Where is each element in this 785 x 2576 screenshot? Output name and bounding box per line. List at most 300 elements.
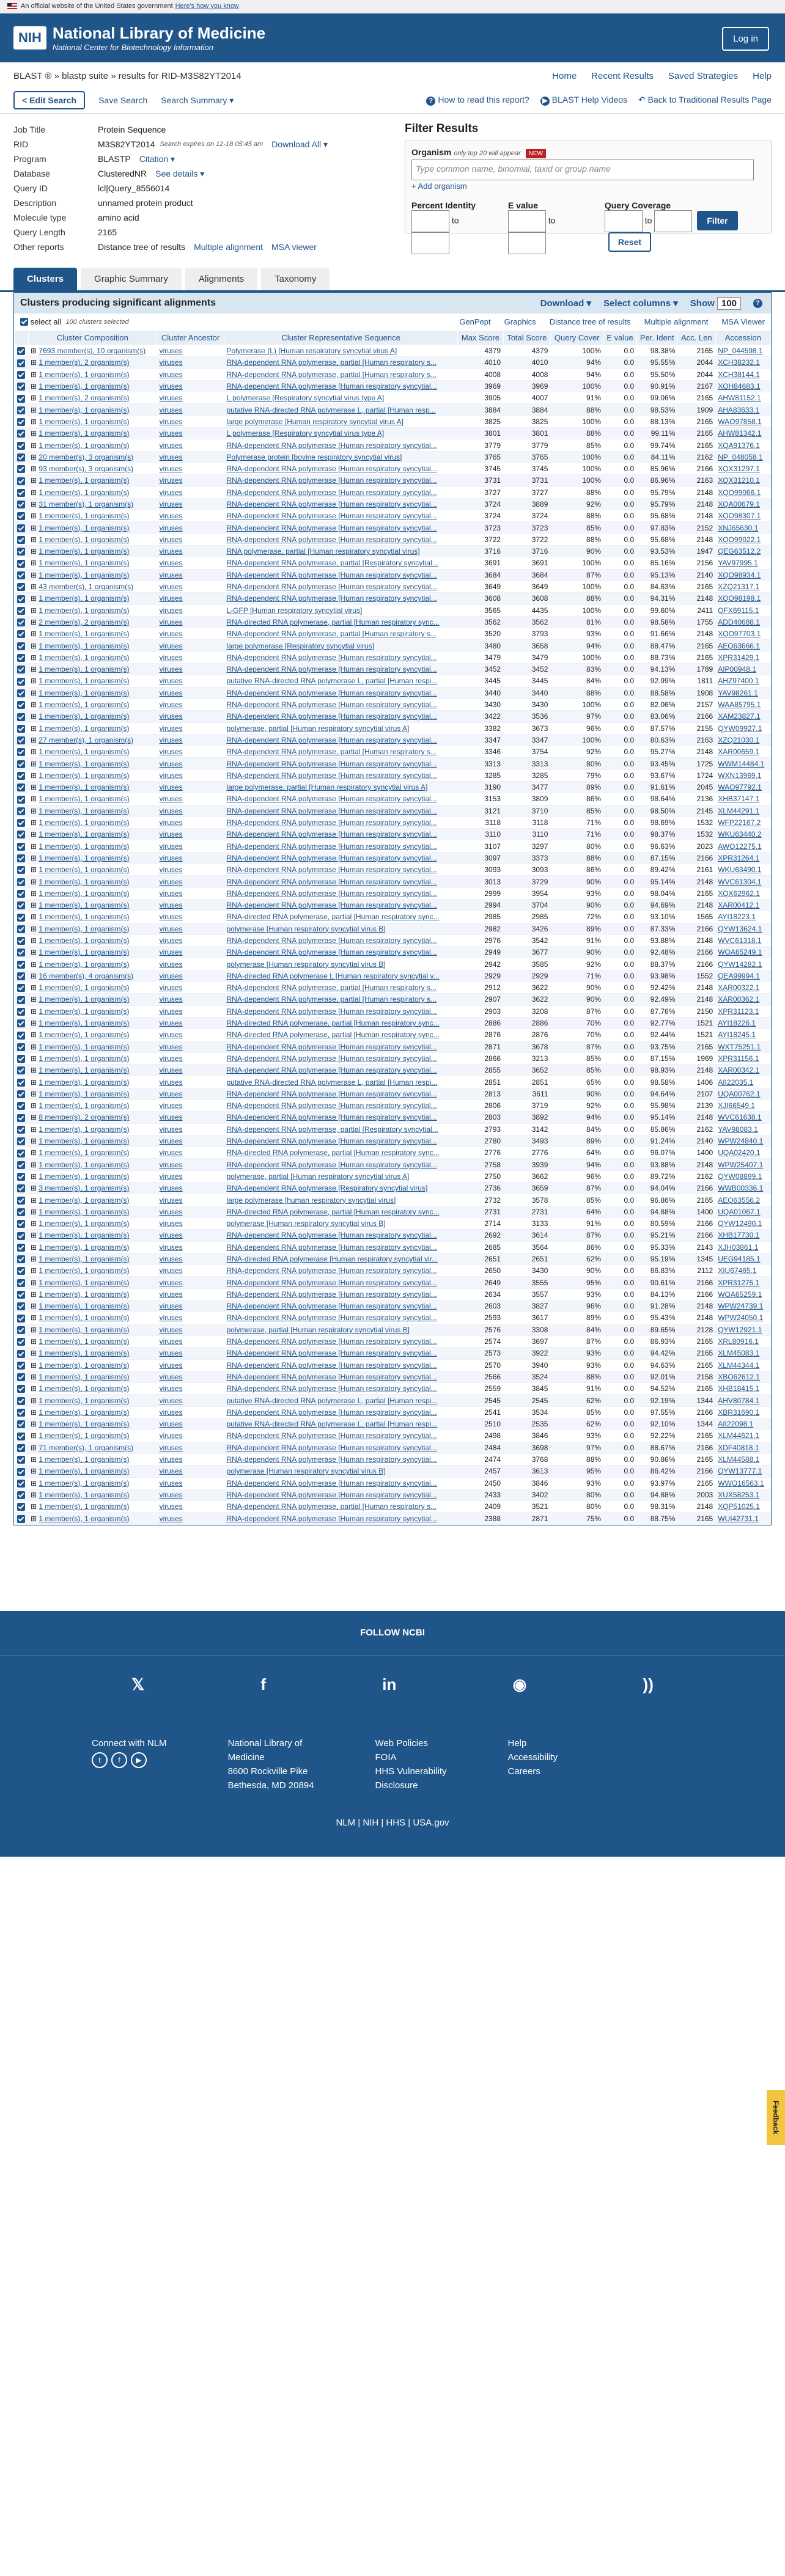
accession-link[interactable]: QYW13777.1 bbox=[718, 1467, 762, 1476]
sequence-link[interactable]: RNA-dependent RNA polymerase [Human respiratory syncytial... bbox=[226, 818, 437, 827]
ancestor-link[interactable]: viruses bbox=[159, 500, 183, 508]
sequence-link[interactable]: RNA-dependent RNA polymerase [Human respiratory syncytial... bbox=[226, 1478, 437, 1488]
sequence-link[interactable]: RNA-dependent RNA polymerase, partial [Respiratory syncytial... bbox=[226, 559, 438, 568]
cluster-members-link[interactable]: 1 member(s), 1 organism(s) bbox=[39, 1207, 130, 1216]
nav-link-help[interactable]: Help bbox=[753, 71, 772, 81]
row-checkbox[interactable] bbox=[17, 878, 25, 886]
expand-icon[interactable]: ⊞ bbox=[31, 1054, 39, 1063]
ancestor-link[interactable]: viruses bbox=[159, 606, 183, 615]
accession-link[interactable]: AYI18245.1 bbox=[718, 1030, 756, 1040]
ancestor-link[interactable]: viruses bbox=[159, 948, 183, 957]
cluster-members-link[interactable]: 31 member(s), 1 organism(s) bbox=[39, 500, 134, 508]
ancestor-link[interactable]: viruses bbox=[159, 1042, 183, 1051]
accession-link[interactable]: NP_044598.1 bbox=[718, 347, 763, 356]
cluster-members-link[interactable]: 1 member(s), 1 organism(s) bbox=[39, 877, 130, 886]
nav-link-saved-strategies[interactable]: Saved Strategies bbox=[668, 71, 739, 81]
row-checkbox[interactable] bbox=[17, 1197, 25, 1205]
accession-link[interactable]: XLM44588.1 bbox=[718, 1455, 760, 1464]
sequence-link[interactable]: RNA-dependent RNA polymerase [Human respiratory syncytial... bbox=[226, 700, 437, 710]
ancestor-link[interactable]: viruses bbox=[159, 936, 183, 945]
accession-link[interactable]: NP_048058.1 bbox=[718, 452, 763, 461]
sequence-link[interactable]: polymerase, partial [Human respiratory syncytial virus B] bbox=[226, 1325, 410, 1334]
cluster-members-link[interactable]: 1 member(s), 1 organism(s) bbox=[39, 924, 130, 933]
expand-icon[interactable]: ⊞ bbox=[31, 512, 39, 521]
organism-input[interactable]: Type common name, binomial, taxid or group name bbox=[411, 160, 754, 180]
ancestor-link[interactable]: viruses bbox=[159, 1195, 183, 1205]
accession-link[interactable]: WAA85795.1 bbox=[718, 700, 761, 710]
sequence-link[interactable]: RNA-dependent RNA polymerase [Human respiratory syncytial... bbox=[226, 512, 437, 521]
row-checkbox[interactable] bbox=[17, 1173, 25, 1181]
expand-icon[interactable]: ⊞ bbox=[31, 1231, 39, 1240]
ancestor-link[interactable]: viruses bbox=[159, 1384, 183, 1393]
cluster-members-link[interactable]: 1 member(s), 1 organism(s) bbox=[39, 1490, 130, 1499]
expand-icon[interactable]: ⊞ bbox=[31, 818, 39, 827]
row-checkbox[interactable] bbox=[17, 1397, 25, 1405]
row-checkbox[interactable] bbox=[17, 418, 25, 426]
expand-icon[interactable]: ⊞ bbox=[31, 488, 39, 497]
row-checkbox[interactable] bbox=[17, 1515, 25, 1523]
sequence-link[interactable]: RNA-dependent RNA polymerase [Respiratory syncytial virus] bbox=[226, 1184, 428, 1193]
cluster-members-link[interactable]: 1 member(s), 1 organism(s) bbox=[39, 547, 130, 556]
sequence-link[interactable]: large polymerase [Respiratory syncytial virus] bbox=[226, 641, 374, 650]
ancestor-link[interactable]: viruses bbox=[159, 1231, 183, 1240]
sequence-link[interactable]: polymerase, partial [Human respiratory syncytial virus A] bbox=[226, 724, 410, 733]
row-checkbox[interactable] bbox=[17, 807, 25, 815]
expand-icon[interactable]: ⊞ bbox=[31, 535, 39, 544]
accession-link[interactable]: WWB00336.1 bbox=[718, 1184, 764, 1193]
twitter-icon[interactable]: t bbox=[92, 1752, 108, 1768]
row-checkbox[interactable] bbox=[17, 453, 25, 461]
sequence-link[interactable]: RNA polymerase, partial [Human respiratory syncytial virus] bbox=[226, 547, 420, 556]
row-checkbox[interactable] bbox=[17, 1279, 25, 1287]
cluster-members-link[interactable]: 1 member(s), 1 organism(s) bbox=[39, 865, 130, 875]
nav-link-home[interactable]: Home bbox=[552, 71, 577, 81]
expand-icon[interactable]: ⊞ bbox=[31, 653, 39, 662]
job-extra-link[interactable]: See details ▾ bbox=[155, 168, 205, 178]
row-checkbox[interactable] bbox=[17, 1137, 25, 1145]
ancestor-link[interactable]: viruses bbox=[159, 1184, 183, 1193]
sequence-link[interactable]: RNA-dependent RNA polymerase [Human respiratory syncytial... bbox=[226, 1349, 437, 1358]
cluster-members-link[interactable]: 27 member(s), 1 organism(s) bbox=[39, 735, 134, 744]
ancestor-link[interactable]: viruses bbox=[159, 1302, 183, 1311]
accession-link[interactable]: XLM44621.1 bbox=[718, 1431, 760, 1440]
sequence-link[interactable]: L-GFP [Human respiratory syncytial virus] bbox=[226, 606, 363, 615]
accession-link[interactable]: XHB17730.1 bbox=[718, 1231, 760, 1240]
row-checkbox[interactable] bbox=[17, 571, 25, 579]
accession-link[interactable]: XQO97703.1 bbox=[718, 629, 761, 639]
expand-icon[interactable]: ⊞ bbox=[31, 1396, 39, 1405]
accession-link[interactable]: QYW09927.1 bbox=[718, 724, 762, 733]
ancestor-link[interactable]: viruses bbox=[159, 735, 183, 744]
row-checkbox[interactable] bbox=[17, 843, 25, 851]
cluster-members-link[interactable]: 1 member(s), 1 organism(s) bbox=[39, 1242, 130, 1252]
cluster-members-link[interactable]: 1 member(s), 1 organism(s) bbox=[39, 1089, 130, 1098]
sequence-link[interactable]: polymerase, partial [Human respiratory syncytial virus A] bbox=[226, 1172, 410, 1181]
cluster-members-link[interactable]: 1 member(s), 1 organism(s) bbox=[39, 936, 130, 945]
ancestor-link[interactable]: viruses bbox=[159, 1396, 183, 1405]
expand-icon[interactable]: ⊞ bbox=[31, 724, 39, 733]
cluster-members-link[interactable]: 71 member(s), 1 organism(s) bbox=[39, 1443, 134, 1452]
sequence-link[interactable]: RNA-dependent RNA polymerase [Human respiratory syncytial... bbox=[226, 1160, 437, 1169]
sequence-link[interactable]: RNA-dependent RNA polymerase, partial [Human respiratory s... bbox=[226, 370, 437, 379]
accession-link[interactable]: XAR00342.1 bbox=[718, 1066, 760, 1075]
row-checkbox[interactable] bbox=[17, 1373, 25, 1381]
cluster-members-link[interactable]: 1 member(s), 1 organism(s) bbox=[39, 1502, 130, 1511]
column-header[interactable]: Acc. Len bbox=[677, 331, 715, 345]
expand-icon[interactable]: ⊞ bbox=[31, 735, 39, 744]
expand-icon[interactable]: ⊞ bbox=[31, 983, 39, 993]
ancestor-link[interactable]: viruses bbox=[159, 1407, 183, 1417]
ancestor-link[interactable]: viruses bbox=[159, 889, 183, 898]
job-extra-link[interactable]: Multiple alignment bbox=[194, 242, 264, 252]
accession-link[interactable]: XPR31264.1 bbox=[718, 853, 760, 862]
row-checkbox[interactable] bbox=[17, 984, 25, 992]
accession-link[interactable]: QYW12490.1 bbox=[718, 1219, 762, 1228]
row-checkbox[interactable] bbox=[17, 831, 25, 838]
cluster-members-link[interactable]: 7693 member(s), 10 organism(s) bbox=[39, 347, 146, 356]
expand-icon[interactable]: ⊞ bbox=[31, 759, 39, 768]
expand-icon[interactable]: ⊞ bbox=[31, 865, 39, 875]
sequence-link[interactable]: RNA-dependent RNA polymerase [Human respiratory syncytial... bbox=[226, 1360, 437, 1370]
row-checkbox[interactable] bbox=[17, 1350, 25, 1358]
row-checkbox[interactable] bbox=[17, 477, 25, 485]
ancestor-link[interactable]: viruses bbox=[159, 924, 183, 933]
expand-icon[interactable]: ⊞ bbox=[31, 924, 39, 933]
accession-link[interactable]: QYW12921.1 bbox=[718, 1325, 762, 1334]
accession-link[interactable]: UEG94185.1 bbox=[718, 1255, 761, 1263]
sequence-link[interactable]: RNA-dependent RNA polymerase [Human respiratory syncytial... bbox=[226, 1278, 437, 1287]
row-checkbox[interactable] bbox=[17, 1338, 25, 1346]
cluster-members-link[interactable]: 1 member(s), 1 organism(s) bbox=[39, 889, 130, 898]
cluster-members-link[interactable]: 3 member(s), 1 organism(s) bbox=[39, 1184, 130, 1193]
sequence-link[interactable]: RNA-dependent RNA polymerase [Human respiratory syncytial... bbox=[226, 1266, 437, 1275]
expand-icon[interactable]: ⊞ bbox=[31, 1431, 39, 1440]
how-you-know-link[interactable]: Here's how you know bbox=[175, 2, 239, 10]
accession-link[interactable]: AII22098.1 bbox=[718, 1420, 754, 1429]
accession-link[interactable]: XOH84683.1 bbox=[718, 382, 761, 391]
cluster-members-link[interactable]: 43 member(s), 1 organism(s) bbox=[39, 582, 134, 592]
expand-icon[interactable]: ⊞ bbox=[31, 1302, 39, 1311]
cluster-members-link[interactable]: 1 member(s), 1 organism(s) bbox=[39, 1407, 130, 1417]
footer-link[interactable]: Web Policies bbox=[375, 1738, 428, 1749]
sequence-link[interactable]: RNA-dependent RNA polymerase [Human respiratory syncytial... bbox=[226, 1372, 437, 1381]
cluster-members-link[interactable]: 1 member(s), 1 organism(s) bbox=[39, 665, 130, 674]
accession-link[interactable]: WUI42731.1 bbox=[718, 1514, 759, 1523]
cluster-members-link[interactable]: 1 member(s), 1 organism(s) bbox=[39, 995, 130, 1004]
ancestor-link[interactable]: viruses bbox=[159, 1125, 183, 1134]
ancestor-link[interactable]: viruses bbox=[159, 1255, 183, 1263]
accession-link[interactable]: XRL80916.1 bbox=[718, 1337, 759, 1346]
accession-link[interactable]: XQP51025.1 bbox=[718, 1502, 760, 1511]
github-icon[interactable]: ◉ bbox=[512, 1675, 527, 1693]
accession-link[interactable]: UQA01067.1 bbox=[718, 1207, 761, 1216]
footer-link[interactable]: HHS Vulnerability bbox=[375, 1766, 447, 1777]
expand-icon[interactable]: ⊞ bbox=[31, 1195, 39, 1205]
cluster-members-link[interactable]: 1 member(s), 1 organism(s) bbox=[39, 441, 130, 450]
ancestor-link[interactable]: viruses bbox=[159, 1514, 183, 1523]
sequence-link[interactable]: large polymerase, partial [Human respiratory syncytial virus A] bbox=[226, 783, 428, 792]
cluster-members-link[interactable]: 1 member(s), 1 organism(s) bbox=[39, 830, 130, 839]
accession-link[interactable]: WKU63440.2 bbox=[718, 830, 762, 839]
expand-icon[interactable]: ⊞ bbox=[31, 1467, 39, 1476]
ancestor-link[interactable]: viruses bbox=[159, 747, 183, 757]
row-checkbox[interactable] bbox=[17, 595, 25, 603]
sequence-link[interactable]: RNA-directed RNA polymerase, partial [Human respiratory sync... bbox=[226, 912, 440, 922]
accession-link[interactable]: XZQ21030.1 bbox=[718, 735, 760, 744]
ancestor-link[interactable]: viruses bbox=[159, 677, 183, 686]
ancestor-link[interactable]: viruses bbox=[159, 830, 183, 839]
cluster-members-link[interactable]: 1 member(s), 1 organism(s) bbox=[39, 512, 130, 521]
sequence-link[interactable]: RNA-dependent RNA polymerase [Human respiratory syncytial... bbox=[226, 794, 437, 804]
expand-icon[interactable]: ⊞ bbox=[31, 394, 39, 403]
sequence-link[interactable]: RNA-dependent RNA polymerase, partial [Human respiratory s... bbox=[226, 629, 437, 639]
cluster-members-link[interactable]: 1 member(s), 1 organism(s) bbox=[39, 641, 130, 650]
expand-icon[interactable]: ⊞ bbox=[31, 995, 39, 1004]
ancestor-link[interactable]: viruses bbox=[159, 641, 183, 650]
row-checkbox[interactable] bbox=[17, 1480, 25, 1488]
row-checkbox[interactable] bbox=[17, 914, 25, 922]
accession-link[interactable]: XPR31156.1 bbox=[718, 1054, 759, 1063]
expand-icon[interactable]: ⊞ bbox=[31, 877, 39, 886]
expand-icon[interactable]: ⊞ bbox=[31, 1372, 39, 1381]
ancestor-link[interactable]: viruses bbox=[159, 1290, 183, 1299]
sequence-link[interactable]: RNA-dependent RNA polymerase [Human respiratory syncytial... bbox=[226, 582, 437, 592]
tab-graphic-summary[interactable]: Graphic Summary bbox=[81, 268, 182, 290]
accession-link[interactable]: XAM23827.1 bbox=[718, 712, 761, 721]
download-dropdown[interactable]: Download ▾ bbox=[540, 298, 592, 309]
feedback-button[interactable]: Feedback bbox=[767, 2090, 785, 2145]
sequence-link[interactable]: L polymerase [Respiratory syncytial virus type A] bbox=[226, 429, 385, 438]
sequence-link[interactable]: polymerase [Human respiratory syncytial virus B] bbox=[226, 1219, 386, 1228]
ancestor-link[interactable]: viruses bbox=[159, 1443, 183, 1452]
row-checkbox[interactable] bbox=[17, 1420, 25, 1428]
expand-icon[interactable]: ⊞ bbox=[31, 1455, 39, 1464]
sequence-link[interactable]: putative RNA-directed RNA polymerase L, partial [Human respi... bbox=[226, 1077, 438, 1087]
ancestor-link[interactable]: viruses bbox=[159, 1431, 183, 1440]
row-checkbox[interactable] bbox=[17, 854, 25, 862]
expand-icon[interactable]: ⊞ bbox=[31, 417, 39, 426]
cluster-members-link[interactable]: 1 member(s), 1 organism(s) bbox=[39, 1290, 130, 1299]
cluster-members-link[interactable]: 1 member(s), 1 organism(s) bbox=[39, 1255, 130, 1263]
row-checkbox[interactable] bbox=[17, 1161, 25, 1169]
row-checkbox[interactable] bbox=[17, 607, 25, 615]
ancestor-link[interactable]: viruses bbox=[159, 370, 183, 379]
row-checkbox[interactable] bbox=[17, 689, 25, 697]
row-checkbox[interactable] bbox=[17, 1008, 25, 1016]
ancestor-link[interactable]: viruses bbox=[159, 488, 183, 497]
select-all-checkbox[interactable] bbox=[20, 318, 28, 326]
accession-link[interactable]: QEA99994.1 bbox=[718, 971, 760, 980]
cluster-members-link[interactable]: 1 member(s), 1 organism(s) bbox=[39, 747, 130, 757]
expand-icon[interactable]: ⊞ bbox=[31, 665, 39, 674]
cluster-members-link[interactable]: 1 member(s), 1 organism(s) bbox=[39, 429, 130, 438]
ancestor-link[interactable]: viruses bbox=[159, 1066, 183, 1075]
accession-link[interactable]: XQO99066.1 bbox=[718, 488, 761, 497]
expand-icon[interactable]: ⊞ bbox=[31, 971, 39, 980]
cluster-members-link[interactable]: 1 member(s), 1 organism(s) bbox=[39, 1325, 130, 1334]
sequence-link[interactable]: RNA-dependent RNA polymerase [Human respiratory syncytial... bbox=[226, 1443, 437, 1452]
ancestor-link[interactable]: viruses bbox=[159, 912, 183, 922]
ancestor-link[interactable]: viruses bbox=[159, 1266, 183, 1275]
row-checkbox[interactable] bbox=[17, 1409, 25, 1417]
row-checkbox[interactable] bbox=[17, 406, 25, 414]
sequence-link[interactable]: L polymerase [Respiratory syncytial virus type A] bbox=[226, 394, 385, 403]
expand-icon[interactable]: ⊞ bbox=[31, 1420, 39, 1429]
cluster-members-link[interactable]: 1 member(s), 1 organism(s) bbox=[39, 712, 130, 721]
row-checkbox[interactable] bbox=[17, 1362, 25, 1370]
ancestor-link[interactable]: viruses bbox=[159, 653, 183, 662]
expand-icon[interactable]: ⊞ bbox=[31, 936, 39, 945]
sequence-link[interactable]: putative RNA-directed RNA polymerase L, partial [Human respi... bbox=[226, 1420, 438, 1429]
cluster-members-link[interactable]: 1 member(s), 1 organism(s) bbox=[39, 1384, 130, 1393]
row-checkbox[interactable] bbox=[17, 1232, 25, 1240]
cluster-members-link[interactable]: 1 member(s), 1 organism(s) bbox=[39, 948, 130, 957]
pi-max-input[interactable] bbox=[411, 232, 449, 254]
sequence-link[interactable]: RNA-dependent RNA polymerase [Human respiratory syncytial... bbox=[226, 688, 437, 697]
sequence-link[interactable]: polymerase [Human respiratory syncytial virus B] bbox=[226, 1467, 386, 1476]
row-checkbox[interactable] bbox=[17, 1267, 25, 1275]
expand-icon[interactable]: ⊞ bbox=[31, 382, 39, 391]
row-checkbox[interactable] bbox=[17, 736, 25, 744]
ancestor-link[interactable]: viruses bbox=[159, 971, 183, 980]
accession-link[interactable]: XPR31429.1 bbox=[718, 653, 760, 662]
accession-link[interactable]: WAO97858.1 bbox=[718, 417, 762, 426]
row-checkbox[interactable] bbox=[17, 489, 25, 497]
accession-link[interactable]: XBR31690.1 bbox=[718, 1407, 760, 1417]
ancestor-link[interactable]: viruses bbox=[159, 452, 183, 461]
sequence-link[interactable]: RNA-dependent RNA polymerase [Human respiratory syncytial... bbox=[226, 476, 437, 485]
cluster-members-link[interactable]: 1 member(s), 1 organism(s) bbox=[39, 1266, 130, 1275]
results-link[interactable]: MSA Viewer bbox=[721, 317, 765, 326]
twitter-icon[interactable]: 𝕏 bbox=[131, 1675, 145, 1693]
row-checkbox[interactable] bbox=[17, 1043, 25, 1051]
expand-icon[interactable]: ⊞ bbox=[31, 712, 39, 721]
ancestor-link[interactable]: viruses bbox=[159, 1467, 183, 1476]
cluster-members-link[interactable]: 1 member(s), 1 organism(s) bbox=[39, 653, 130, 662]
sequence-link[interactable]: RNA-dependent RNA polymerase [Human respiratory syncytial... bbox=[226, 1313, 437, 1323]
row-checkbox[interactable] bbox=[17, 819, 25, 827]
expand-icon[interactable]: ⊞ bbox=[31, 1337, 39, 1346]
tab-alignments[interactable]: Alignments bbox=[185, 268, 257, 290]
expand-icon[interactable]: ⊞ bbox=[31, 771, 39, 780]
row-checkbox[interactable] bbox=[17, 430, 25, 438]
accession-link[interactable]: XAR00659.1 bbox=[718, 747, 760, 757]
ancestor-link[interactable]: viruses bbox=[159, 429, 183, 438]
accession-link[interactable]: XIU67465.1 bbox=[718, 1266, 757, 1275]
cluster-members-link[interactable]: 1 member(s), 1 organism(s) bbox=[39, 688, 130, 697]
expand-icon[interactable]: ⊞ bbox=[31, 1077, 39, 1087]
row-checkbox[interactable] bbox=[17, 1444, 25, 1452]
column-header[interactable]: E value bbox=[603, 331, 636, 345]
sequence-link[interactable]: RNA-dependent RNA polymerase [Human respiratory syncytial... bbox=[226, 594, 437, 603]
ancestor-link[interactable]: viruses bbox=[159, 853, 183, 862]
row-checkbox[interactable] bbox=[17, 1302, 25, 1310]
expand-icon[interactable]: ⊞ bbox=[31, 688, 39, 697]
row-checkbox[interactable] bbox=[17, 1019, 25, 1027]
accession-link[interactable]: YAV98083.1 bbox=[718, 1125, 758, 1134]
sequence-link[interactable]: RNA-dependent RNA polymerase, partial [Respiratory syncytial... bbox=[226, 1125, 438, 1134]
sequence-link[interactable]: Polymerase (L) [Human respiratory syncytial virus A] bbox=[226, 347, 397, 356]
expand-icon[interactable]: ⊞ bbox=[31, 677, 39, 686]
cluster-members-link[interactable]: 93 member(s), 3 organism(s) bbox=[39, 464, 134, 474]
accession-link[interactable]: QFX69115.1 bbox=[718, 606, 759, 615]
column-header[interactable]: Max Score bbox=[458, 331, 503, 345]
accession-link[interactable]: XAR00362.1 bbox=[718, 995, 760, 1004]
expand-icon[interactable]: ⊞ bbox=[31, 1443, 39, 1452]
expand-icon[interactable]: ⊞ bbox=[31, 948, 39, 957]
accession-link[interactable]: AIP00948.1 bbox=[718, 665, 756, 674]
row-checkbox[interactable] bbox=[17, 1456, 25, 1464]
qc-max-input[interactable] bbox=[654, 210, 692, 232]
accession-link[interactable]: XQA91376.1 bbox=[718, 441, 760, 450]
cluster-members-link[interactable]: 1 member(s), 1 organism(s) bbox=[39, 912, 130, 922]
row-checkbox[interactable] bbox=[17, 618, 25, 626]
row-checkbox[interactable] bbox=[17, 1385, 25, 1393]
cluster-members-link[interactable]: 1 member(s), 1 organism(s) bbox=[39, 417, 130, 426]
ancestor-link[interactable]: viruses bbox=[159, 1172, 183, 1181]
accession-link[interactable]: AEQ63556.2 bbox=[718, 1195, 760, 1205]
ancestor-link[interactable]: viruses bbox=[159, 617, 183, 626]
accession-link[interactable]: AHZ97400.1 bbox=[718, 677, 759, 686]
cluster-members-link[interactable]: 1 member(s), 1 organism(s) bbox=[39, 570, 130, 579]
ancestor-link[interactable]: viruses bbox=[159, 842, 183, 851]
ancestor-link[interactable]: viruses bbox=[159, 1019, 183, 1028]
cluster-members-link[interactable]: 1 member(s), 1 organism(s) bbox=[39, 1313, 130, 1323]
accession-link[interactable]: XUX58253.1 bbox=[718, 1490, 760, 1499]
accession-link[interactable]: WPW24050.1 bbox=[718, 1313, 764, 1323]
edit-search-button[interactable]: < Edit Search bbox=[13, 91, 85, 109]
expand-icon[interactable]: ⊞ bbox=[31, 1478, 39, 1488]
accession-link[interactable]: WPW25407.1 bbox=[718, 1160, 764, 1169]
row-checkbox[interactable] bbox=[17, 1102, 25, 1110]
accession-link[interactable]: WOA65249.1 bbox=[718, 948, 762, 957]
accession-link[interactable]: YAV98261.1 bbox=[718, 688, 758, 697]
nih-logo[interactable]: NIH bbox=[13, 26, 46, 50]
ancestor-link[interactable]: viruses bbox=[159, 1101, 183, 1110]
ancestor-link[interactable]: viruses bbox=[159, 582, 183, 592]
expand-icon[interactable]: ⊞ bbox=[31, 523, 39, 532]
expand-icon[interactable]: ⊞ bbox=[31, 830, 39, 839]
expand-icon[interactable]: ⊞ bbox=[31, 794, 39, 804]
row-checkbox[interactable] bbox=[17, 1326, 25, 1334]
ancestor-link[interactable]: viruses bbox=[159, 476, 183, 485]
accession-link[interactable]: QYW08899.1 bbox=[718, 1172, 762, 1181]
ancestor-link[interactable]: viruses bbox=[159, 1030, 183, 1040]
sequence-link[interactable]: RNA-dependent RNA polymerase [Human respiratory syncytial... bbox=[226, 441, 437, 450]
ancestor-link[interactable]: viruses bbox=[159, 1360, 183, 1370]
sequence-link[interactable]: RNA-dependent RNA polymerase [Human respiratory syncytial... bbox=[226, 1431, 437, 1440]
accession-link[interactable]: WAO97792.1 bbox=[718, 783, 762, 792]
ancestor-link[interactable]: viruses bbox=[159, 995, 183, 1004]
cluster-members-link[interactable]: 1 member(s), 1 organism(s) bbox=[39, 1148, 130, 1158]
cluster-members-link[interactable]: 1 member(s), 1 organism(s) bbox=[39, 1137, 130, 1146]
expand-icon[interactable]: ⊞ bbox=[31, 1030, 39, 1040]
youtube-icon[interactable]: ▶ bbox=[131, 1752, 147, 1768]
ancestor-link[interactable]: viruses bbox=[159, 1089, 183, 1098]
ancestor-link[interactable]: viruses bbox=[159, 759, 183, 768]
ancestor-link[interactable]: viruses bbox=[159, 1113, 183, 1122]
row-checkbox[interactable] bbox=[17, 937, 25, 945]
cluster-members-link[interactable]: 1 member(s), 1 organism(s) bbox=[39, 771, 130, 780]
accession-link[interactable]: XLM45083.1 bbox=[718, 1349, 760, 1358]
ancestor-link[interactable]: viruses bbox=[159, 1242, 183, 1252]
cluster-members-link[interactable]: 1 member(s), 2 organism(s) bbox=[39, 358, 130, 367]
ancestor-link[interactable]: viruses bbox=[159, 783, 183, 792]
accession-link[interactable]: AHW81342.1 bbox=[718, 429, 762, 438]
row-checkbox[interactable] bbox=[17, 347, 25, 355]
msa-viewer-link[interactable]: MSA viewer bbox=[271, 242, 317, 252]
ancestor-link[interactable]: viruses bbox=[159, 865, 183, 875]
